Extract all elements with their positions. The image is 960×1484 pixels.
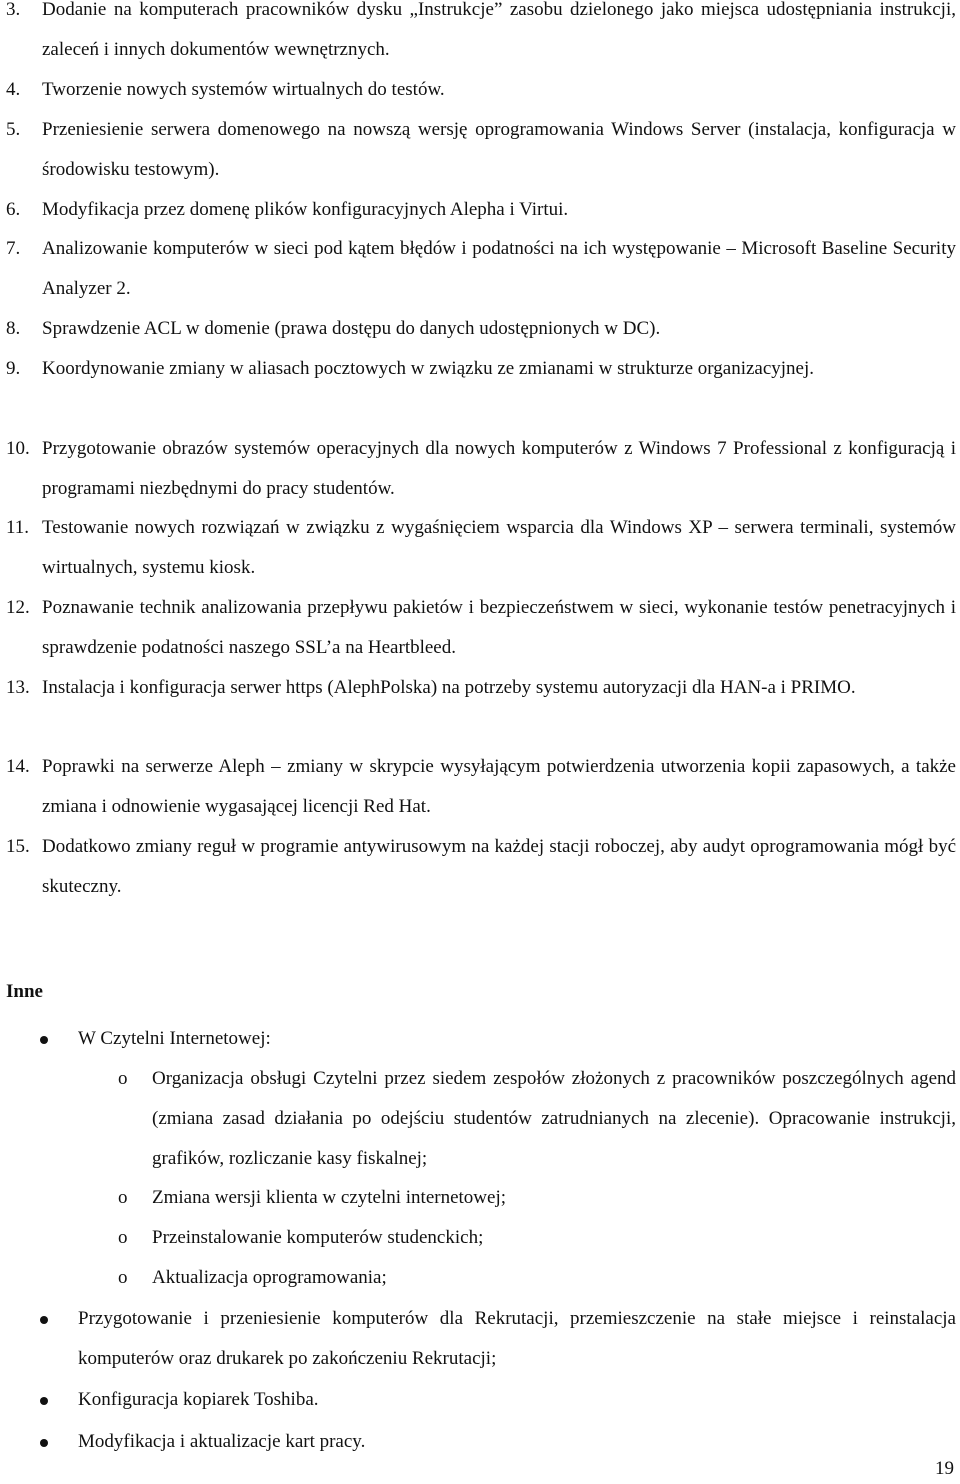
- list-item: [0, 349, 956, 389]
- bullet-dot-icon: [40, 1439, 48, 1447]
- list-item: [0, 229, 956, 309]
- item-text: Przeniesienie serwera domenowego na nowszą wersję oprogramowania Windows Server (instalacja, konfiguracja w środowisku testowym).: [42, 119, 956, 180]
- bullet-dot-icon: [40, 1036, 48, 1044]
- sub-item: [0, 1258, 956, 1298]
- item-number: 14.: [6, 756, 30, 777]
- item-text: Analizowanie komputerów w sieci pod kątem błędów i podatności na ich występowanie – Microsoft Baseline Security Analyzer 2.: [42, 238, 956, 299]
- item-text: Dodatkowo zmiany reguł w programie antywirusowym na każdej stacji roboczej, aby audyt oprogramowania mógł być skuteczny.: [42, 836, 956, 897]
- bullet-dot-icon: [40, 1316, 48, 1324]
- sub-item: [0, 1218, 956, 1258]
- item-text: Poprawki na serwerze Aleph – zmiany w skrypcie wysyłającym potwierdzenia utworzenia kopii zapasowych, a także zmiana i odnowienie wygasającej licencji Red Hat.: [42, 756, 956, 817]
- item-number: 11.: [6, 517, 30, 538]
- sub-item-text: Przeinstalowanie komputerów studenckich;: [152, 1227, 484, 1248]
- sub-item-text: Zmiana wersji klienta w czytelni internetowej;: [152, 1187, 507, 1208]
- list-item: [0, 0, 956, 70]
- item-text: Przygotowanie obrazów systemów operacyjnych dla nowych komputerów z Windows 7 Professional z konfiguracją i programami niezbędnymi do pracy studentów.: [42, 438, 956, 499]
- list-item: [0, 190, 956, 230]
- bullet-item: [0, 1019, 956, 1059]
- circle-marker-icon: o: [118, 1068, 128, 1089]
- section-heading: Inne: [6, 981, 43, 1002]
- item-number: 9.: [6, 358, 21, 379]
- sub-item: [0, 1059, 956, 1179]
- item-number: 10.: [6, 438, 30, 459]
- item-text: Instalacja i konfiguracja serwer https (AlephPolska) na potrzeby systemu autoryzacji dla HAN-a i PRIMO.: [42, 677, 856, 698]
- item-number: 13.: [6, 677, 30, 698]
- item-text: Modyfikacja przez domenę plików konfiguracyjnych Alepha i Virtui.: [42, 199, 569, 220]
- circle-marker-icon: o: [118, 1187, 128, 1208]
- list-item: [0, 110, 956, 190]
- circle-marker-icon: o: [118, 1267, 128, 1288]
- sub-item-text: Organizacja obsługi Czytelni przez siedem zespołów złożonych z pracowników poszczególnych agend (zmiana zasad działania po odejściu studentów zatrudnianych na zlecenie). Opracowanie instrukcji, grafików, rozliczanie kasy fiskalnej;: [152, 1068, 956, 1169]
- bullet-text: Modyfikacja i aktualizacje kart pracy.: [78, 1431, 366, 1452]
- item-number: 15.: [6, 836, 30, 857]
- item-number: 4.: [6, 79, 21, 100]
- list-item: [0, 309, 956, 349]
- item-number: 7.: [6, 238, 21, 259]
- item-number: 12.: [6, 597, 30, 618]
- bullet-text: Przygotowanie i przeniesienie komputerów dla Rekrutacji, przemieszczenie na stałe miejsce i reinstalacja komputerów oraz drukarek po zakończeniu Rekrutacji;: [78, 1308, 956, 1369]
- bullet-text: W Czytelni Internetowej:: [78, 1028, 271, 1049]
- list-item: [0, 747, 956, 827]
- item-number: 3.: [6, 0, 21, 20]
- circle-marker-icon: o: [118, 1227, 128, 1248]
- item-text: Dodanie na komputerach pracowników dysku „Instrukcje” zasobu dzielonego jako miejsca udostępniania instrukcji, zaleceń i innych dokumentów wewnętrznych.: [42, 0, 956, 60]
- list-item: [0, 429, 956, 509]
- list-item: [0, 668, 956, 708]
- item-text: Koordynowanie zmiany w aliasach pocztowych w związku ze zmianami w strukturze organizacyjnej.: [42, 358, 815, 379]
- list-item: [0, 508, 956, 588]
- sub-item-text: Aktualizacja oprogramowania;: [152, 1267, 387, 1288]
- item-text: Tworzenie nowych systemów wirtualnych do testów.: [42, 79, 445, 100]
- item-text: Testowanie nowych rozwiązań w związku z wygaśnięciem wsparcia dla Windows XP – serwera terminali, systemów wirtualnych, systemu kiosk.: [42, 517, 956, 578]
- item-number: 8.: [6, 318, 21, 339]
- bullet-text: Konfiguracja kopiarek Toshiba.: [78, 1389, 319, 1410]
- item-text: Sprawdzenie ACL w domenie (prawa dostępu do danych udostępnionych w DC).: [42, 318, 661, 339]
- page-number: 19: [935, 1458, 954, 1479]
- bullet-item: [0, 1380, 956, 1420]
- list-item: [0, 588, 956, 668]
- sub-item: [0, 1178, 956, 1218]
- list-item: [0, 827, 956, 907]
- bullet-dot-icon: [40, 1397, 48, 1405]
- list-item: [0, 70, 956, 110]
- bullet-item: [0, 1422, 956, 1462]
- bullet-item: [0, 1299, 956, 1379]
- item-text: Poznawanie technik analizowania przepływu pakietów i bezpieczeństwem w sieci, wykonanie testów penetracyjnych i sprawdzenie podatności naszego SSL’a na Heartbleed.: [42, 597, 956, 658]
- item-number: 6.: [6, 199, 21, 220]
- item-number: 5.: [6, 119, 21, 140]
